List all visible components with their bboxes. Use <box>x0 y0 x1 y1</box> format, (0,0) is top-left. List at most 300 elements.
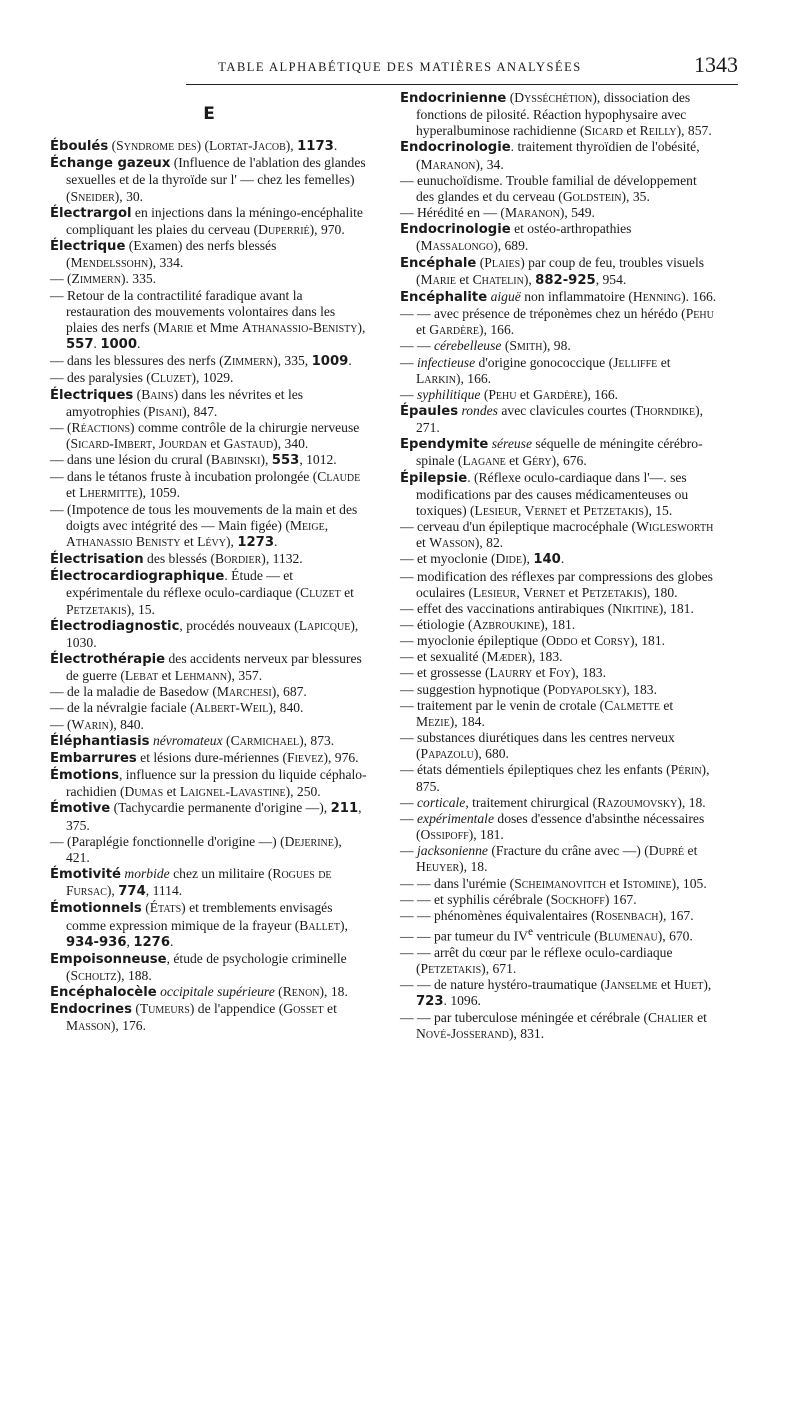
header-rule <box>186 84 738 85</box>
entry-text: ), 549. <box>559 205 595 221</box>
author-name: Lagane <box>462 453 506 469</box>
author-name: Jelliffe <box>613 354 658 370</box>
entry-text: avec clavicules courtes ( <box>497 402 635 418</box>
index-keyword: Électrisation <box>50 552 144 568</box>
entry-text: ). 335. <box>120 271 157 287</box>
entry-text: — étiologie ( <box>400 617 473 632</box>
index-keyword: Électriques <box>50 387 134 403</box>
author-name: Scheimanovitch <box>514 875 607 891</box>
entry-text: ), 970. <box>309 221 345 237</box>
index-entry <box>400 90 718 139</box>
index-keyword: Endocrinienne <box>400 91 507 106</box>
entry-text: — <box>400 843 417 859</box>
author-name: Foy <box>548 665 571 681</box>
index-entry <box>50 834 368 866</box>
index-entry <box>50 138 368 155</box>
index-entry <box>400 139 718 172</box>
entry-text: ), 180. <box>642 584 678 600</box>
entry-text: (Fracture du crâne avec —) ( <box>487 843 649 859</box>
entry-text: , <box>517 502 525 518</box>
index-entry <box>400 601 718 617</box>
index-entry <box>50 353 368 370</box>
author-name: Dumas <box>124 784 164 800</box>
author-name: Marchesi <box>216 684 272 700</box>
index-keyword: Émotions <box>50 768 119 784</box>
index-entry <box>50 238 368 271</box>
entry-text: ), 181. <box>468 827 504 843</box>
entry-text: ), 181. <box>629 633 666 649</box>
entry-text: des accidents nerveux par blessures de guerre ( <box>66 651 362 684</box>
entry-text: ) comme contrôle de la chirurgie nerveuse ( <box>66 419 360 451</box>
page-reference: 553 <box>271 453 300 469</box>
section-letter: E <box>203 104 215 124</box>
index-keyword: Électrothérapie <box>50 652 166 667</box>
author-name: Lesieur <box>474 502 518 518</box>
author-name: Corsy <box>594 633 630 649</box>
entry-text: ), 18. <box>459 859 488 875</box>
entry-text: ), 30. <box>114 188 144 204</box>
entry-text: — — arrêt du cœur par le réflexe oculo-cardiaque ( <box>400 944 673 976</box>
entry-text: ), 1030. <box>66 617 359 650</box>
author-name: Albert-Weil <box>194 700 269 716</box>
entry-text: ), 18. <box>319 984 348 1000</box>
author-name: Rogues de Fursac <box>66 866 332 899</box>
entry-text: — états démentiels épileptiques chez les enfants ( <box>400 762 671 778</box>
entry-text: ), 183. <box>570 665 606 681</box>
italic-term: rondes <box>461 402 498 418</box>
entry-text: ), 82. <box>474 535 504 551</box>
entry-text: — ( <box>50 271 72 287</box>
index-keyword: Électrocardiographique <box>50 569 225 585</box>
entry-text: ), 166. <box>582 386 619 402</box>
index-entry <box>400 355 718 387</box>
entry-text: . <box>137 336 141 352</box>
entry-text: — effet des vaccinations antirabiques ( <box>400 600 613 616</box>
author-name: Gardère <box>429 322 480 338</box>
entry-text: non inflammatoire ( <box>520 288 633 304</box>
entry-text: — dans les blessures des nerfs ( <box>50 353 224 369</box>
entry-text: et <box>565 584 582 600</box>
entry-text: ), dissociation des fonctions de pilosité. Réaction hypophysaire avec hyperalbuminose rachidienne ( <box>416 90 691 139</box>
index-entry <box>50 387 368 420</box>
entry-text: ), 34. <box>475 156 504 172</box>
index-entry <box>400 795 718 811</box>
entry-text: ), <box>225 533 238 549</box>
author-name: Massalongo <box>420 238 494 254</box>
author-name: Gastaud <box>223 435 274 451</box>
index-keyword: Émotionnels <box>50 901 142 917</box>
entry-text: , <box>516 584 524 600</box>
entry-text: — — de nature hystéro-traumatique ( <box>400 976 605 992</box>
author-name: Huet <box>674 976 704 992</box>
page-reference: 211 <box>330 801 359 817</box>
author-name: Sneider <box>70 188 115 204</box>
index-entry <box>50 568 368 617</box>
entry-text: , étude de psychologie criminelle ( <box>66 950 347 983</box>
entry-text: (Examen) des nerfs blessés ( <box>66 238 277 271</box>
entry-text: — et myoclonie ( <box>400 551 496 567</box>
page-reference: 557 <box>66 337 94 353</box>
author-name: Renon <box>282 984 320 1000</box>
author-name: Lhermitte <box>79 485 139 501</box>
author-name: Cluzet <box>300 585 341 601</box>
index-keyword: Électrodiagnostic <box>50 618 180 634</box>
entry-text: ), 831. <box>508 1026 545 1042</box>
author-name: Zimmern <box>223 353 274 369</box>
index-entry <box>50 900 368 950</box>
author-name: Lortat-Jacob <box>209 138 286 154</box>
entry-text: — — <box>400 338 434 354</box>
entry-text: ), 35. <box>621 188 650 204</box>
entry-text: — (Impotence de tous les mouvements de la main et des doigts avec intégrité des — Main figée) ( <box>50 501 358 533</box>
entry-text: — (Paraplégie fonctionnelle d'origine —) ( <box>50 833 285 849</box>
index-entry <box>50 420 368 452</box>
index-entry <box>50 502 368 551</box>
entry-text: ) 167. <box>604 891 637 907</box>
entry-text: ), 976. <box>323 749 359 765</box>
entry-text: ), <box>357 319 366 335</box>
entry-text: et <box>66 485 80 501</box>
entry-text: ( <box>476 254 485 270</box>
index-keyword: Échange gazeux <box>50 156 171 172</box>
entry-text: ) ( <box>196 138 210 154</box>
author-name: Blumenau <box>598 928 658 944</box>
entry-text: ), <box>340 917 348 933</box>
author-name: Lapicque <box>298 617 351 633</box>
author-name: Fievez <box>287 749 324 765</box>
entry-text: ), 181. <box>540 617 576 632</box>
page-reference: 140 <box>533 552 561 568</box>
author-name: Masson <box>66 1018 111 1034</box>
entry-text: et <box>659 697 674 713</box>
index-keyword: Embarrures <box>50 750 137 766</box>
entry-text: — modification des réflexes par compressions des globes oculaires ( <box>400 568 713 600</box>
author-name: Reilly <box>639 123 677 139</box>
author-name: Chatelin <box>472 271 524 287</box>
author-name: Janselme <box>604 976 658 992</box>
entry-text: ), 857. <box>676 123 712 139</box>
running-header: TABLE ALPHABÉTIQUE DES MATIÈRES ANALYSÉES <box>218 60 582 74</box>
left-column <box>50 98 368 1035</box>
entry-text: ), 334. <box>148 255 184 271</box>
entry-text: (Influence de l'ablation des glandes sexuelles et de la thyroïde sur l' — chez les femelles) ( <box>66 155 366 204</box>
entry-text: ventricule ( <box>533 928 599 944</box>
entry-text: ), 176. <box>110 1018 147 1034</box>
author-name: Cluzet <box>150 370 192 386</box>
entry-text: ), 676. <box>551 453 587 469</box>
author-name: Mendelssohn <box>70 255 149 271</box>
entry-text: ( <box>222 732 231 748</box>
index-entry <box>400 470 718 519</box>
entry-text: ), 181. <box>658 600 694 616</box>
entry-text: — Retour de la contractilité faradique avant la restauration des mouvements volontaires dans les plaies des nerfs ( <box>50 287 336 335</box>
author-name: Dejerine <box>284 833 334 849</box>
index-entry <box>400 649 718 665</box>
italic-term: occipitale supérieure <box>160 984 275 1000</box>
index-entry <box>50 733 368 750</box>
entry-text: ), 1132. <box>261 551 303 567</box>
author-name: Nové-Josserand <box>416 1026 509 1042</box>
entry-text: ), 188. <box>116 967 152 983</box>
index-keyword: Encéphale <box>400 255 477 271</box>
italic-term: séreuse <box>491 436 532 452</box>
entry-text: ), <box>106 883 119 899</box>
author-name: Zimmern <box>71 271 121 287</box>
entry-text: ) de l'appendice ( <box>189 1001 284 1017</box>
author-name: Maranon <box>420 156 476 172</box>
entry-text: ), <box>285 138 298 154</box>
entry-text: et <box>505 453 523 469</box>
entry-text: et lésions dure-mériennes ( <box>136 749 288 765</box>
entry-text: et <box>657 354 671 370</box>
entry-text: — de la névralgie faciale ( <box>50 700 195 716</box>
entry-text: et <box>516 386 534 402</box>
italic-term: névromateux <box>152 732 223 748</box>
index-entry <box>50 452 368 469</box>
entry-text: ), 167. <box>658 907 694 923</box>
entry-text: et <box>693 1010 707 1026</box>
entry-text: ), 875. <box>416 762 710 794</box>
author-name: Heuyer <box>416 859 460 875</box>
author-name: Laignel-Lavastine <box>179 784 286 800</box>
entry-text: ), 98. <box>542 338 571 354</box>
entry-text: . <box>93 336 101 352</box>
author-name: Pehu <box>488 386 517 402</box>
author-name: Mezie <box>416 713 450 729</box>
entry-text: des blessés ( <box>143 551 215 567</box>
entry-text: — <box>400 810 417 826</box>
index-entry <box>400 289 718 306</box>
index-entry <box>400 403 718 436</box>
author-name: Syndrome des <box>116 138 197 154</box>
author-name: Ballet <box>299 917 341 933</box>
author-name: Petzetakis <box>583 502 644 518</box>
entry-text: ), <box>522 551 534 567</box>
page-reference: 882-925 <box>535 272 596 288</box>
author-name: Wasson <box>429 535 475 551</box>
entry-text: . <box>274 533 278 549</box>
entry-text: ), <box>703 976 712 992</box>
entry-text: ), 183. <box>527 649 563 665</box>
index-entry <box>400 205 718 221</box>
index-keyword: Électrique <box>50 239 126 255</box>
page-reference: 1000 <box>100 337 138 353</box>
author-name: Calmette <box>604 697 660 713</box>
index-entry <box>400 730 718 762</box>
entry-text: — et grossesse ( <box>400 665 490 681</box>
entry-text: et <box>163 784 180 800</box>
index-entry <box>50 800 368 833</box>
index-entry <box>50 370 368 386</box>
index-entry <box>400 436 718 469</box>
entry-text: . <box>333 138 338 154</box>
index-keyword: Ependymite <box>400 437 489 453</box>
entry-text: ), 840. <box>108 716 144 732</box>
entry-text: — suggestion hypnotique ( <box>400 681 548 697</box>
index-entry <box>50 750 368 767</box>
author-name: Dupré <box>648 843 685 859</box>
page-reference: 934-936 <box>66 934 127 950</box>
entry-text: , influence sur la pression du liquide céphalo-rachidien ( <box>66 767 367 800</box>
entry-text: et <box>416 322 430 338</box>
entry-text: en injections dans la méningo-encéphalite compliquant les plaies du cerveau ( <box>66 204 363 237</box>
entry-text: ), 15. <box>126 601 155 617</box>
index-entry <box>400 1010 718 1042</box>
index-keyword: Endocrinologie <box>400 222 511 238</box>
author-name: Dysséchétion <box>514 90 593 105</box>
index-keyword: Éboulés <box>50 139 109 155</box>
index-keyword: Endocrinologie <box>400 140 511 156</box>
author-name: Périn <box>670 762 702 778</box>
author-name: Claude <box>317 469 361 485</box>
index-keyword: Électrargol <box>50 205 132 221</box>
italic-term: jacksonienne <box>417 843 488 859</box>
superscript: e <box>527 925 534 938</box>
author-name: Petzetakis <box>420 960 482 976</box>
entry-text: et <box>206 435 224 451</box>
italic-term: syphilitique <box>417 386 481 402</box>
index-entry <box>50 700 368 716</box>
author-name: Istomine <box>622 875 672 891</box>
index-keyword: Épilepsie <box>400 470 468 486</box>
index-entry <box>400 892 718 908</box>
entry-text: ), 250. <box>285 784 321 800</box>
author-name: Papazolu <box>420 746 474 762</box>
entry-text: — — et syphilis cérébrale ( <box>400 891 551 907</box>
entry-text: ), 421. <box>66 833 342 865</box>
author-name: Podyapolsky <box>547 681 622 697</box>
entry-text: et <box>158 668 175 684</box>
entry-text: — Hérédité en — ( <box>400 205 505 221</box>
entry-text: et <box>684 843 698 859</box>
entry-text: ), 357. <box>227 668 263 684</box>
entry-text: . Étude — et expérimentale du réflexe oculo-cardiaque ( <box>66 568 300 601</box>
author-name: Lebat <box>124 668 159 684</box>
entry-text: ), 687. <box>271 684 307 700</box>
page-reference: 774 <box>118 884 146 900</box>
author-name: Smith <box>509 338 543 354</box>
entry-text: — eunuchoïdisme. Trouble familial de développement des glandes et du cerveau ( <box>400 172 697 204</box>
entry-text: ( <box>480 386 489 402</box>
index-keyword: Épaules <box>400 403 459 419</box>
index-entry <box>50 288 368 354</box>
entry-text: , 954. <box>595 271 627 287</box>
entry-text: . <box>560 551 565 567</box>
entry-text: — — par tuberculose méningée et cérébrale ( <box>400 1010 648 1026</box>
author-name: Ossipoff <box>420 827 469 843</box>
italic-term: aiguë <box>490 288 521 304</box>
index-entry <box>400 682 718 698</box>
entry-text: ( <box>506 90 515 105</box>
entry-text: , traitement chirurgical ( <box>465 794 598 810</box>
index-keyword: Émotivité <box>50 867 121 883</box>
index-keyword: Empoisonneuse <box>50 951 167 967</box>
author-name: Azbroukine <box>472 617 541 632</box>
entry-text: ), <box>260 452 272 468</box>
author-name: Duperrié <box>258 221 310 237</box>
index-keyword: Émotive <box>50 801 111 817</box>
author-name: Oddo <box>546 633 578 649</box>
index-entry <box>400 551 718 568</box>
entry-text: ( <box>274 984 283 1000</box>
entry-text: ), 873. <box>299 732 335 748</box>
entry-text: et <box>455 271 473 287</box>
entry-text: ). 166. <box>681 288 717 304</box>
right-entries <box>400 90 718 1043</box>
author-name: Dide <box>495 551 522 567</box>
author-name: Sicard <box>584 123 624 139</box>
index-entry <box>400 617 718 633</box>
author-name: Lesieur <box>473 584 517 600</box>
author-name: Vernet <box>523 584 566 600</box>
entry-text: et <box>566 502 584 518</box>
entry-text: , procédés nouveaux ( <box>179 617 299 633</box>
author-name: Petzetakis <box>581 584 643 600</box>
entry-text: ), 340. <box>273 435 309 451</box>
author-name: Lévy <box>197 533 226 549</box>
author-name: Thorndike <box>634 402 696 418</box>
entry-text: séquelle de méningite cérébro-spinale ( <box>416 436 703 469</box>
italic-term: expérimentale <box>417 810 494 826</box>
index-entry <box>400 338 718 354</box>
entry-text: — substances diurétiques dans les centres nerveux ( <box>400 730 675 762</box>
entry-text: et <box>416 535 430 551</box>
index-entry <box>400 255 718 289</box>
page-reference: 1273 <box>237 534 275 550</box>
author-name: Nikitine <box>612 600 659 616</box>
entry-text: ), 1029. <box>191 370 234 386</box>
entry-text: — <box>400 794 417 810</box>
entry-text: , 1114. <box>145 883 183 899</box>
index-entry <box>50 951 368 984</box>
italic-term: infectieuse <box>417 354 476 370</box>
entry-text: ) dans les névrites et les amyotrophies ( <box>66 386 304 419</box>
entry-text: ( <box>108 138 117 154</box>
author-name: Marie <box>157 319 194 335</box>
entry-text: — — avec présence de tréponèmes chez un hérédo ( <box>400 306 686 322</box>
index-entry <box>400 908 718 924</box>
entry-text: ( <box>133 386 142 402</box>
index-entry <box>400 811 718 843</box>
entry-text: ( <box>141 900 150 916</box>
entry-text: — <box>400 386 417 402</box>
index-keyword: Encéphalocèle <box>50 985 157 1001</box>
entry-text: ), 183. <box>621 681 658 697</box>
page-reference: 1173 <box>297 139 334 155</box>
entry-text: ), 670. <box>657 928 693 944</box>
entry-text: ( <box>501 338 510 354</box>
entry-text: — dans une lésion du crural ( <box>50 452 211 468</box>
index-entry <box>50 271 368 287</box>
entry-text: — dans le tétanos fruste à incubation prolongée ( <box>50 469 318 485</box>
entry-text: et <box>323 1001 337 1017</box>
italic-term: morbide <box>124 866 170 882</box>
index-entry <box>400 762 718 794</box>
index-entry <box>400 665 718 681</box>
index-keyword: Éléphantiasis <box>50 733 150 749</box>
author-name: Mæder <box>486 649 528 665</box>
entry-text: ), 847. <box>182 403 218 419</box>
page-reference: 1009 <box>311 354 349 370</box>
entry-text: ), 15. <box>643 502 673 518</box>
author-name: Gosset <box>283 1001 324 1017</box>
author-name: Sicard-Imbert, Jourdan <box>70 435 207 451</box>
entry-text: chez un militaire ( <box>169 866 273 882</box>
entry-text: . <box>348 353 352 369</box>
index-entry <box>50 684 368 700</box>
entry-text: et <box>577 633 595 649</box>
index-entry <box>50 767 368 800</box>
